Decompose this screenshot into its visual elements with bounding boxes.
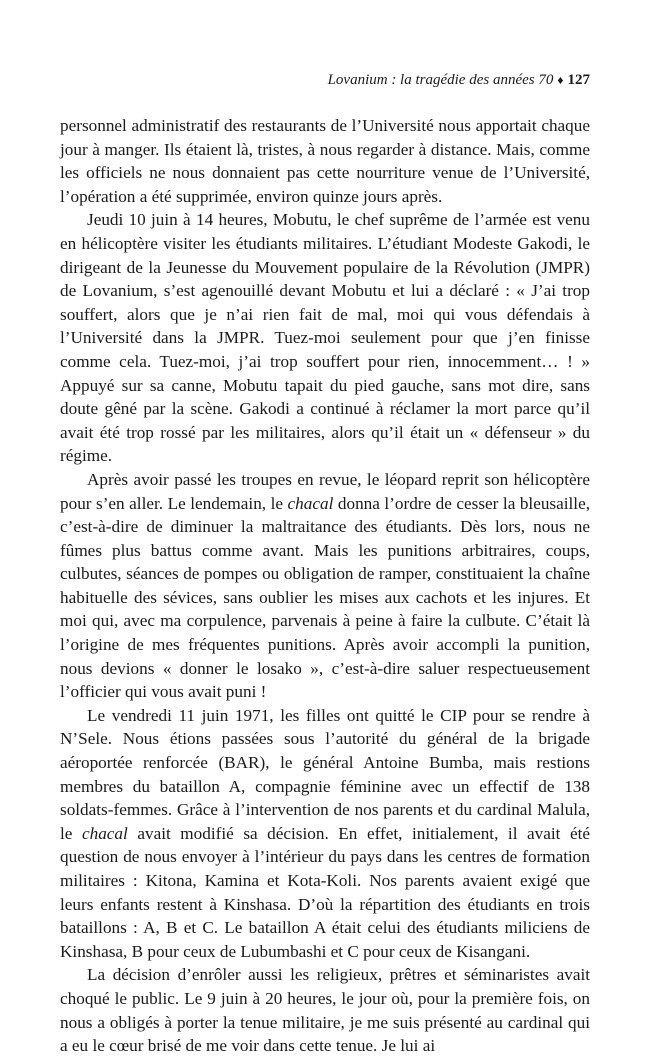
italic-word-chacal: chacal [287,493,334,513]
running-title: Lovanium : la tragédie des années 70 [327,72,554,88]
page-number: 127 [567,72,590,88]
paragraph-2 [60,208,590,468]
paragraph-3 [60,468,590,704]
paragraph-1 [60,114,590,208]
running-header [60,70,590,90]
diamond-separator-icon: ♦ [557,73,564,87]
text-segment: Jeudi 10 juin à 14 heures, Mobutu, le chef suprême de l’armée est venu en hélicoptère visiter les étudiants militaires. L’étudiant Modeste Gakodi, le dirigeant de la Jeunesse du Mouvement populaire de la Révolution (JMPR) de Lovanium, s’est agenouillé devant Mobutu et lui a déclaré : « J’ai trop souffert, alors que je n’ai rien fait de mal, moi qui vous défendais à l’Université dans la JMPR. Tuez-moi seulement pour que j’en finisse comme cela. Tuez-moi, j’ai trop souffert pour rien, innocemment… ! » Appuyé sur sa canne, Mobutu tapait du pied gauche, sans mot dire, sans doute gêné par la scène. Gakodi a continué à réclamer la mort parce qu’il avait été trop rossé par les militaires, alors qu’il était un « défenseur » du régime. [60,210,590,466]
text-segment: personnel administratif des restaurants de l’Université nous apportait chaque jour à manger. Ils étaient là, tristes, à nous regarder à distance. Mais, comme les officiels ne nous donnaient pas cette nourriture venue de l’Université, l’opération a été supprimée, environ quinze jours après. [60,116,590,206]
book-page [60,70,590,1058]
italic-word-chacal: chacal [81,823,128,843]
text-segment: La décision d’enrôler aussi les religieux, prêtres et séminaristes avait choqué le public. Le 9 juin à 20 heures, le jour où, pour la première fois, on nous a obligés à porter la tenue militaire, je me suis présenté au cardinal qui a eu le cœur brisé de me voir dans cette tenue. Je lui ai [60,965,590,1056]
body-text [60,114,590,1058]
text-segment: Après avoir passé les troupes en revue, le léopard reprit son hélicoptère pour s’en aller. Le lendemain, le [60,469,590,513]
text-segment: Le vendredi 11 juin 1971, les filles ont quitté le CIP pour se rendre à N’Sele. Nous étions passées sous l’autorité du général de la brigade aéroportée renforcée (BAR), le général Antoine Bumba, mais restions membres du bataillon A, compagnie féminine avec un effectif de 138 soldats-femmes. Grâce à l’intervention de nos parents et du cardinal Malula, le [60,705,590,843]
text-segment: donna l’ordre de cesser la bleusaille, c’est-à-dire de diminuer la maltraitance des étudiants. Dès lors, nous ne fûmes plus battus comme avant. Mais les punitions arbitraires, coups, culbutes, séances de pompes ou obligation de ramper, constituaient la chaîne habituelle des sévices, sans oublier les mises aux cachots et les injures. Et moi qui, avec ma corpulence, parvenais à peine à faire la culbute. C’était là l’origine de mes fréquentes punitions. Après avoir accompli la punition, nous devions « donner le losako », c’est-à-dire saluer respectueusement l’officier qui vous avait puni ! [60,493,590,702]
paragraph-5 [60,963,590,1057]
text-segment: avait modifié sa décision. En effet, initialement, il avait été question de nous envoyer à l’intérieur du pays dans les centres de formation militaires : Kitona, Kamina et Kota-Koli. Nos parents avaient exigé que leurs enfants restent à Kinshasa. D’où la répartition des étudiants en trois bataillons : A, B et C. Le bataillon A était celui des étudiants miliciens de Kinshasa, B pour ceux de Lubumbashi et C pour ceux de Kisangani. [60,823,591,961]
paragraph-4 [60,704,590,964]
